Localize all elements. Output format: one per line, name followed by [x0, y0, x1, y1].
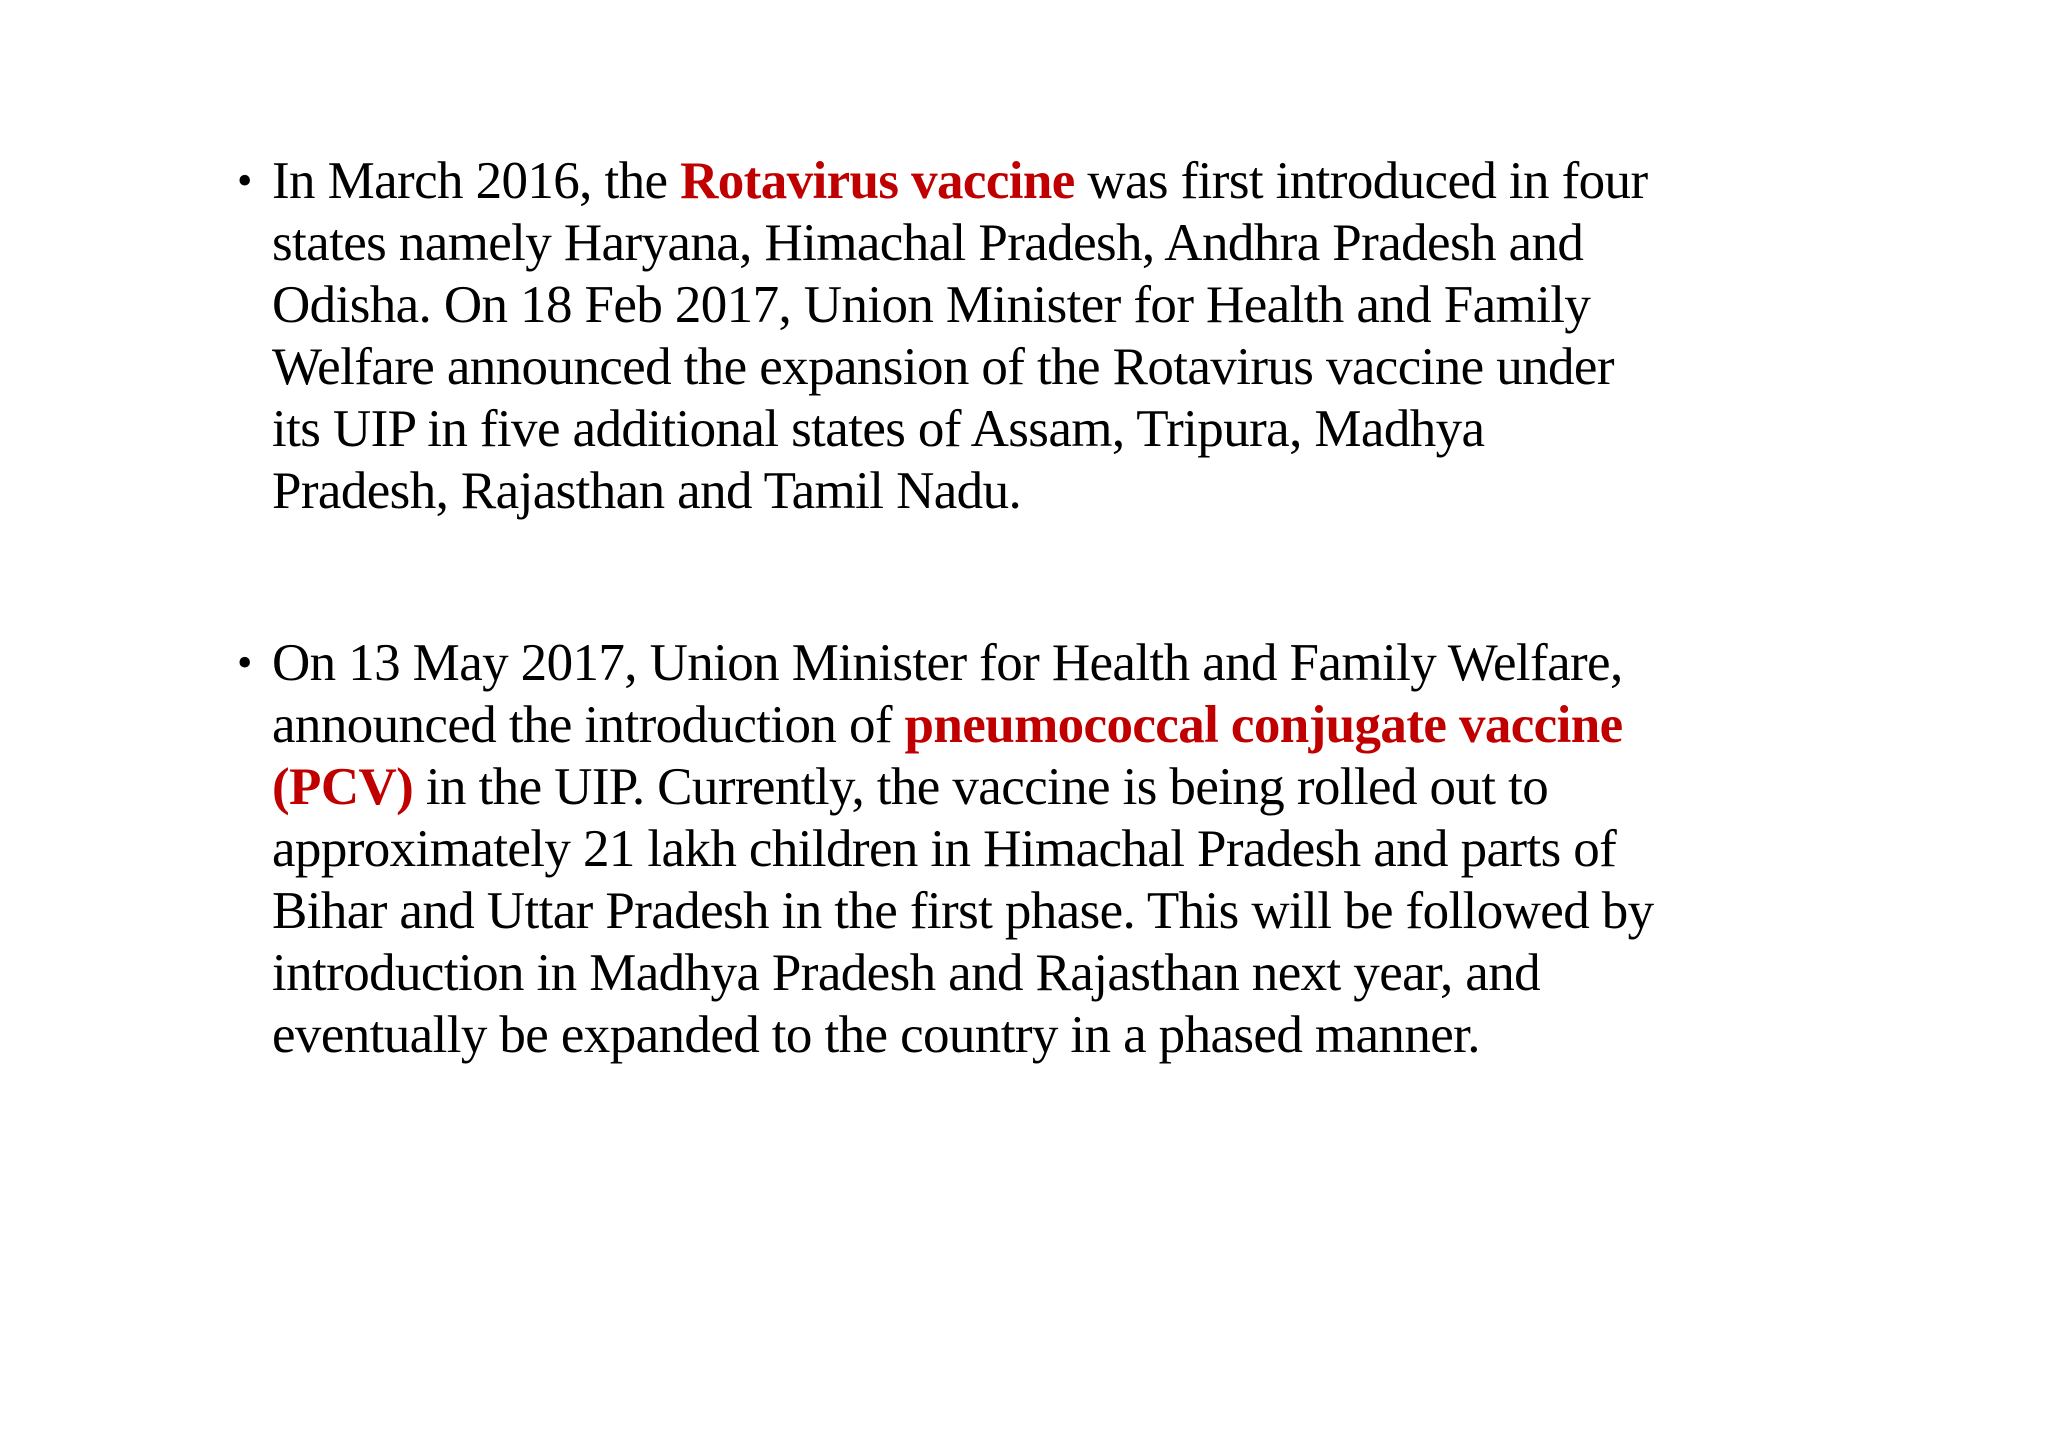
bullet-list — [237, 150, 1837, 1066]
text-line: Pradesh, Rajasthan and Tamil Nadu. — [272, 462, 1022, 520]
text-line: eventually be expanded to the country in a phased manner. — [272, 1006, 1480, 1064]
text-line — [272, 694, 1837, 756]
text-segment: In March 2016, the — [272, 152, 681, 210]
text-line: Welfare announced the expansion of the Rotavirus vaccine under — [272, 338, 1614, 396]
highlight-pcv: (PCV) — [272, 758, 414, 816]
text-segment: was first introduced in four — [1074, 152, 1648, 210]
text-line: its UIP in five additional states of Assam, Tripura, Madhya — [272, 400, 1485, 458]
text-line: introduction in Madhya Pradesh and Rajasthan next year, and — [272, 944, 1540, 1002]
highlight-pneumococcal-conjugate-vaccine: pneumococcal conjugate vaccine — [904, 696, 1623, 754]
text-line — [272, 150, 1837, 212]
text-segment: in the UIP. Currently, the vaccine is being rolled out to — [413, 758, 1549, 816]
text-line: Odisha. On 18 Feb 2017, Union Minister for Health and Family — [272, 276, 1591, 334]
text-segment: announced the introduction of — [272, 696, 905, 754]
highlight-rotavirus-vaccine: Rotavirus vaccine — [680, 152, 1075, 210]
bullet-icon: • — [237, 156, 252, 205]
bullet-pcv — [237, 632, 1837, 1066]
text-line — [272, 756, 1837, 818]
text-line: approximately 21 lakh children in Himachal Pradesh and parts of — [272, 820, 1617, 878]
text-line: Bihar and Uttar Pradesh in the first phase. This will be followed by — [272, 882, 1654, 940]
bullet-icon: • — [237, 638, 252, 687]
text-line: states namely Haryana, Himachal Pradesh, Andhra Pradesh and — [272, 214, 1584, 272]
bullet-rotavirus — [237, 150, 1837, 522]
text-line: On 13 May 2017, Union Minister for Health and Family Welfare, — [272, 634, 1623, 692]
